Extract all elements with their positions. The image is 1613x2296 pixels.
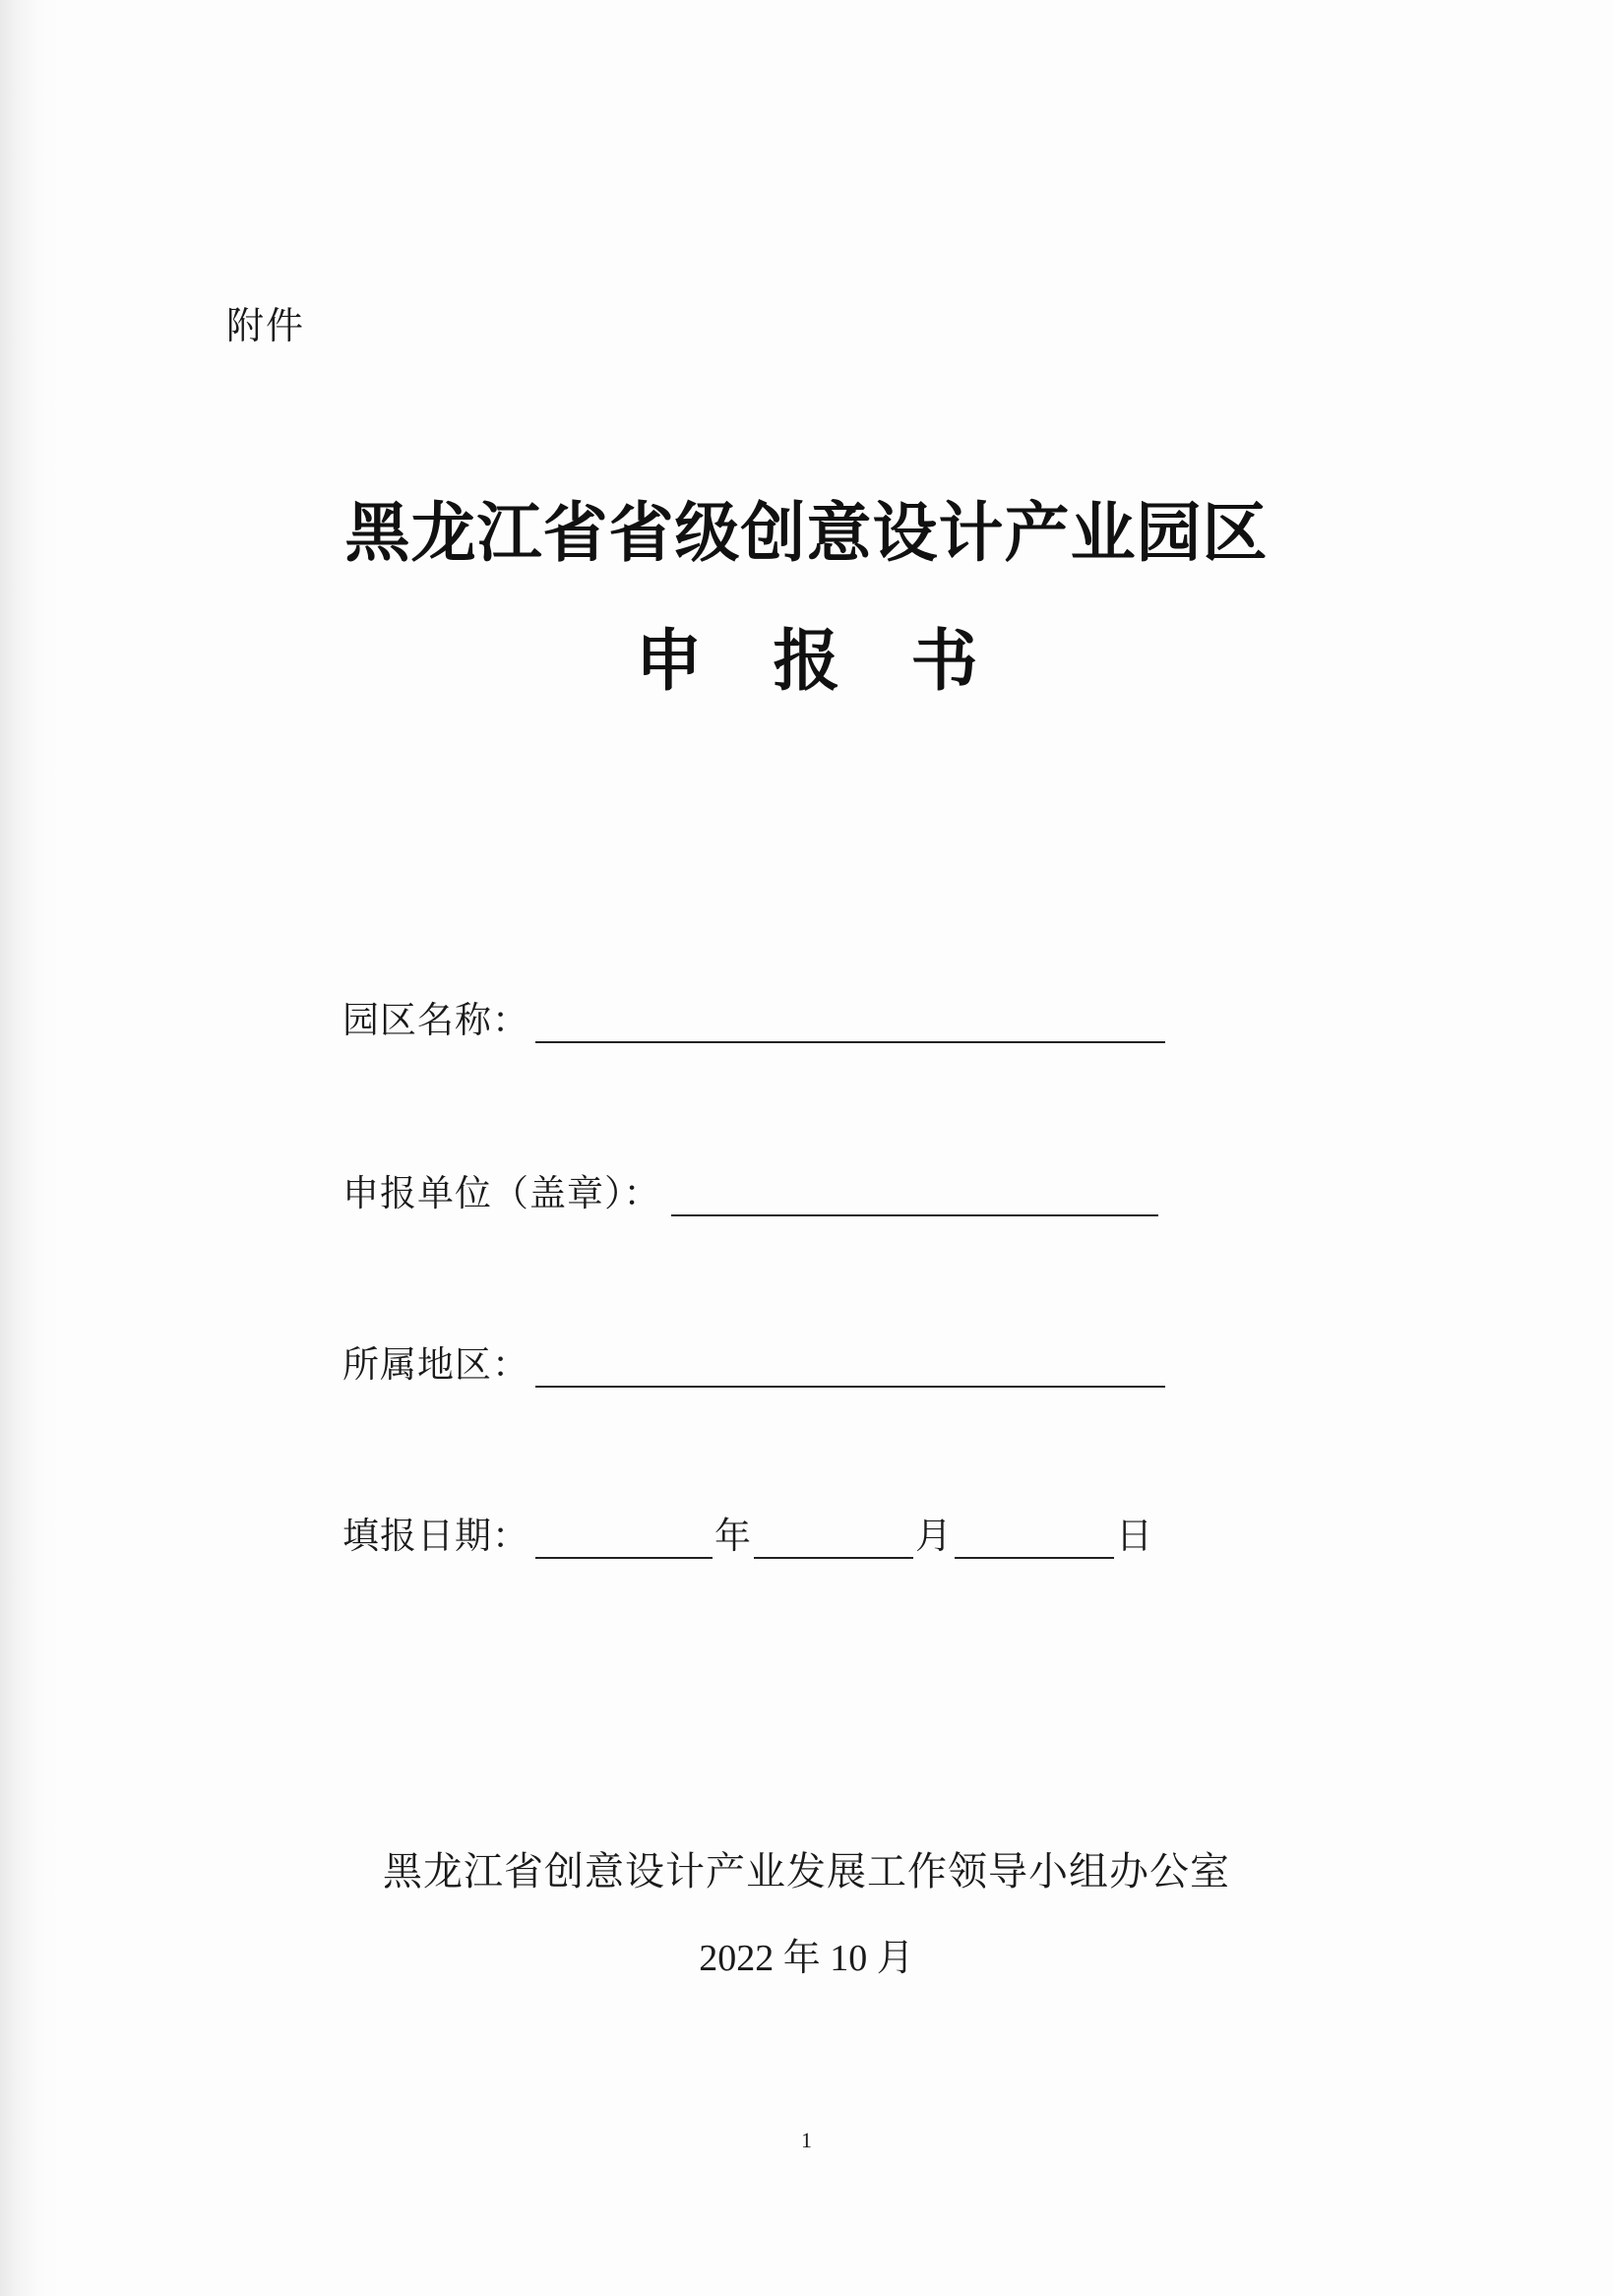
issuing-office: 黑龙江省创意设计产业发展工作领导小组办公室 [383,1849,1230,1894]
region-label: 所属地区： [342,1343,529,1386]
year-unit: 年 [714,1515,752,1557]
document-subtitle: 申报书 [635,622,1049,701]
issue-date: 2022 年 10 月 [699,1938,914,1979]
attachment-label: 附件 [226,304,306,347]
park-name-label: 园区名称： [342,999,529,1041]
applicant-unit-label: 申报单位（盖章）： [342,1172,661,1214]
month-unit: 月 [915,1515,953,1557]
day-blank[interactable] [955,1514,1114,1559]
park-name-field [342,984,1165,1043]
region-field [342,1329,1165,1388]
fill-date-field [342,1500,1155,1559]
document-title: 黑龙江省省级创意设计产业园区 [344,494,1269,571]
applicant-unit-field [342,1157,1158,1216]
day-unit: 日 [1116,1515,1153,1557]
month-blank[interactable] [754,1514,913,1559]
year-blank[interactable] [535,1514,713,1559]
region-blank[interactable] [535,1342,1165,1388]
applicant-unit-blank[interactable] [671,1171,1158,1216]
fill-date-label: 填报日期： [342,1515,529,1557]
page-number: 1 [801,2128,812,2152]
park-name-blank[interactable] [535,998,1165,1043]
